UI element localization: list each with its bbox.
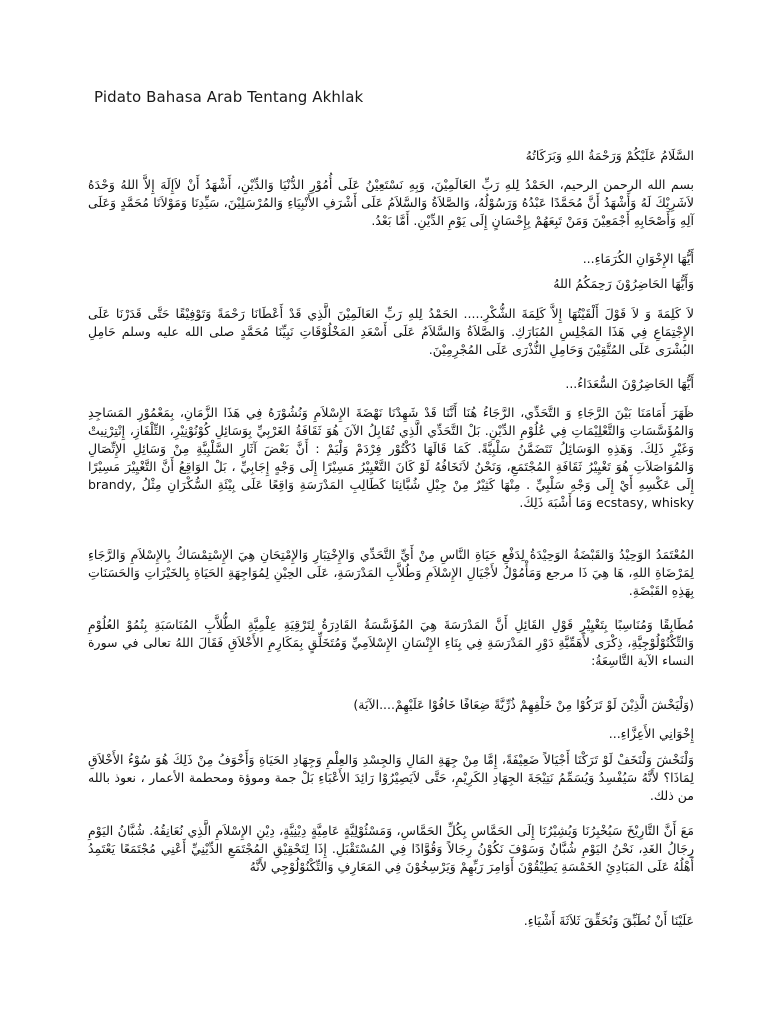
paragraph-greeting: السَّلَامُ عَلَيْكُمْ وَرَحْمَةُ اللهِ وَبَرَكَاتُهُ — [525, 148, 694, 163]
paragraph-address-happy: أَيُّهَا الحَاضِرُوْنَ السُّعَدَاءُ... — [565, 376, 694, 391]
document-title: Pidato Bahasa Arab Tentang Akhlak — [94, 88, 364, 106]
paragraph-address-dear-brothers: إِخْوَانِي الأَعِزَّاءِ... — [608, 726, 694, 741]
paragraph-three-things: عَلَيْنَا أَنْ نُطَبِّقَ وَنُحَقِّقَ ثَلاَثَةَ أَشْيَاءِ. — [523, 913, 694, 928]
paragraph-address-audience: وَأَيُّهَا الحَاضِرُوْنَ رَحِمَكُمُ اللهُ — [553, 276, 694, 291]
paragraph-reliance: المُعْتَمَدُ الوَحِيْدُ وَالقَبْضَةُ الوَحِيْدَةُ لِدَفْعِ حَيَاةِ النَّاسِ مِنْ أَيِّ التَّحَدِّي وَالإِخْتِبَارِ وَالإِمْتِحَانِ هِيَ الإِسْتِمْسَاكُ بِالإِسْلاَمِ وَالرَّجَاءِ لِمَرْضَاةِ اللهِ، هَا هِيَ ذَا مرجع وَمَأْمُوْلُ لأَجْيَالِ الإِسْلاَمِ وَطُلاَّبِ المَدْرَسَةِ، عَلَى الحِيْنِ لِمُوَاجِهَةِ الحَيَاةِ بِالخَيْرَاتِ وَالحَسَنَاتِ بِهَذِهِ القَبْضَةِ. — [88, 547, 694, 598]
paragraph-address-brothers: أَيُّهَا الإِخْوَانِ الكُرَمَاءِ... — [582, 251, 694, 266]
paragraph-history-youth: مَعَ أَنَّ التَّارِيْخَ سَيُخْبِرُنَا وَيُشِيْرُنَا إِلَى الحَمَّاسِ بِكُلِّ الحَمَّاسِ، وَمَسْئُوْلِيَّةٍ عَامِيَّةٍ دِيْنِيَّةٍ، دِيْنِ الإِسْلاَمِ الَّذِي نُعَانِقُهُ. شُبَّانُ اليَوْمِ رِجَالُ الغَدِ، نَحْنُ اليَوْمِ شُبَّانٌ وَسَوْفَ نَكُوْنُ رِجَالاً وَقُوَّادًا فِي المُسْتَقْبَلِ. إِذَا لِتَحْقِيْقِ المُجْتَمَعِ الدِّيْنِيِّ أَعْنِي مُجْتَمَعًا يَعْتَمِدُ أَهْلُهُ عَلَى المَبَادِئِ الخَمْسَةِ يَطِيْقُوْنَ أَوَامِرَ رَبِّهِمْ وَيَرْسِخُوْنَ فِي المَعَارِفِ وَالتِّكْنُوْلُوْجِي لأَنَّهُ — [88, 823, 694, 874]
paragraph-school-role: مُطَابِقًا وَمُنَاسِبًا بِتَغْيِيْرِ قَوْلِ القَائِلِ أَنَّ المَدْرَسَةَ هِيَ المُؤَسَّسَةُ القَادِرَةُ لِتَرْقِيَةِ عِلْمِيَّةِ الطُّلاَّبِ المُنَاسَبَةِ بِنُمُوْ العُلُوْمِ وَالتِّكْنُوْلُوْجِيَّةِ، ذِكْرَى لأَهَمِّيَّةِ دَوْرِ المَدْرَسَةِ فِي بِنَاءِ الإِنْسَانِ الإِسْلاَمِيِّ وَمُتَخَلِّقٍ بِمَكَارِمِ الأَخْلاَقِ فَقَالَ اللهُ تعالى في سورة النساء الآية التَّاسِعَةُ: — [88, 617, 694, 668]
paragraph-thanks: لاَ كَلِمَةَ وَ لاَ قَوْلَ أَلْقَيْتُهَا إِلاَّ كَلِمَةَ الشُّكْرِ..... الحَمْدُ لِلهِ رَبِّ العَالَمِيْنَ الَّذِي قَدْ أَعْطَانَا رَحْمَةً وَتَوْفِيْقًا حَتَّى قَدَرْنَا عَلَى الإِجْتِمَاعِ فِي هَذَا المَجْلِسِ المُبَارَكِ. وَالصَّلاَةُ وَالسَّلاَمُ عَلَى أَسْعَدِ المَخْلُوْقَاتِ نَبِيِّنَا مُحَمَّدٍ صلى الله عليه وسلم حَامِلِ البُشْرَى عَلَى المُتَّقِيْنَ وَحَامِلِ النُّذْرَى عَلَى المُجْرِمِيْنَ. — [88, 306, 694, 357]
paragraph-opening-praise: بسم الله الرحمن الرحيم، الحَمْدُ لِلهِ رَبِّ العَالَمِيْنَ، وَبِهِ نَسْتَعِيْنُ عَلَى أُمُوْرِ الدُّنْيَا وَالدِّيْنِ، أَشْهَدُ أَنْ لاَإِلَهَ إِلاَّ اللهُ وَحْدَهُ لاَشَرِيْكَ لَهُ وَأَشْهَدُ أَنَّ مُحَمَّدًا عَبْدُهُ وَرَسُوْلُهُ، وَالصَّلاَةُ وَالسَّلاَمُ عَلَى أَشْرَفِ الأَنْبِيَاءِ وَالمُرْسَلِيْنَ، سَيِّدِنَا وَمَوْلاَنَا مُحَمَّدٍ وَعَلَى آلِهِ وَأَصْحَابِهِ أَجْمَعِيْنَ وَمَنْ تَبِعَهُمْ بِإِحْسَانٍ إِلَى يَوْمِ الدِّيْنِ. أَمَّا بَعْدُ. — [88, 177, 694, 228]
paragraph-fear-weak-generation: وَلْنَخْشَ وَلْنَخَفْ لَوْ تَرَكْنَا أَجْيَالاً ضَعِيْفَةً، إِمَّا مِنْ جِهَةِ المَالِ وَالجِسْدِ وَالعِلْمِ وَجِهَادِ الحَيَاةِ وَأَخْوَفُ مِنْ ذَلِكَ هُوَ سُوْءُ الأَخْلاَقِ لِمَاذَا؟ لأَنَّهُ سَيُفْسِدُ وَيُسَمِّمُ نَتِيْجَةَ الجِهَادِ الكَرِيْمِ، حَتَّى لاَيَصِيْرُوْا رَائِدَ الأَعْبَاءِ بَلْ جمة وموؤة ومحطمة الأعمار ، نعوذ بالله من ذلك. — [88, 752, 694, 803]
paragraph-quran-verse: (وَلْيَخْشَ الَّذِيْنَ لَوْ تَرَكُوْا مِنْ خَلْفِهِمْ ذُرِّيَّةً ضِعَافًا خَافُوْا عَلَيْهِمْ....الآيَة) — [353, 697, 694, 712]
paragraph-hope-and-challenge: ظَهَرَ أَمَامَنَا بَيْنَ الرَّجَاءِ وَ التَّحَدِّي، الرَّجَاءُ هُنَا أَنَّنَا قَدْ شَهِدْنَا نَهْضَةَ الإِسْلاَمِ وَنُشُوْرَهُ فِي هَذَا الزَّمَانِ، بِمَعْمُوْرِ المَسَاجِدِ وَالمُؤَسَّسَاتِ وَالتَّعْلِيْمَاتِ فِي عُلُوْمِ الدِّيْنِ. بَلْ التَّحَدِّي الَّذِي تُقَابِلُ الآنَ هُوَ ثَقَافَةُ الغَرْبِيِّ بِوَسَائِلِ كُوْنُوْنِيْرِ، التِّلْفَازِ، إِنْتِرْنِيتْ وَغَيْرِ ذَلِكَ. وَهَذِهِ الوَسَائِلُ تَتَضَمَّنُ سَلْبِيَّةً. كَمَا قَالَهَا دُكْتُوْر فِرْدَمْ وَلْيَمْ : أَنَّ بَعْضَ آثَارِ السَّلْبِيَّةِ مِنْ وَسَائِلِ الإِتِّصَالِ وَالمُوَاصَلاَتِ هُوَ تَغْيِيْرُ ثَقَافَةِ المُجْتَمَعِ، وَنَحْنُ لاَنَخَافُهُ لَوْ كَانَ التَّغْيِيْرُ مَسِيْرًا إِلَى وَجْهٍ إِجَابِيِّ ، بَلْ الوَاقِعُ أَنَّ التَّغْيِيْرَ مَسِيْرًا إِلَى عَكْسِهِ أَيْ إِلَى وَجْهِ سَلْبِيِّ . مِنْهَا كَثِيْرٌ مِنْ جِيْلِ شُبَّانِنَا كَطَالِبِ المَدْرَسَةِ وَاقِعًا عَلَى بِيْئَةِ السُّكْرَانِ مِثْلُ brandy, ecstasy, whisky وَمَا أَشْبَهَ ذَلِكَ. — [88, 405, 694, 510]
